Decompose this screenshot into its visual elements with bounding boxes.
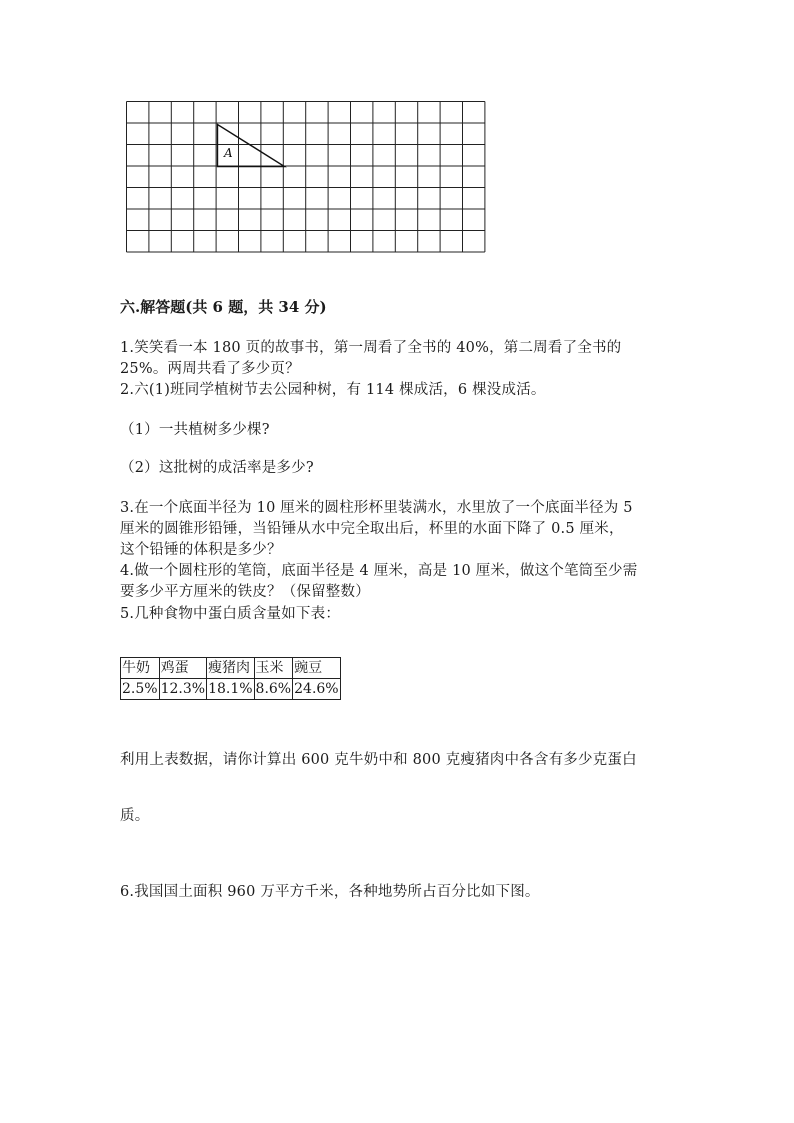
protein-table-value-row bbox=[121, 679, 341, 700]
table-value-cell: 12.3% bbox=[159, 679, 206, 700]
q4-line2: 要多少平方厘米的铁皮？（保留整数） bbox=[120, 584, 370, 600]
grid-figure bbox=[126, 101, 489, 254]
q3-line2: 厘米的圆锥形铅锤，当铅锤从水中完全取出后，杯里的水面下降了 0.5 厘米， bbox=[120, 521, 624, 537]
triangle-label: A bbox=[224, 146, 233, 160]
q2-line1: 2.六(1)班同学植树节去公园种树，有 114 棵成活，6 棵没成活。 bbox=[120, 382, 546, 398]
table-header-cell: 豌豆 bbox=[293, 658, 340, 679]
q2-sub2: （2）这批树的成活率是多少? bbox=[120, 460, 314, 476]
q5-line1: 5.几种食物中蛋白质含量如下表： bbox=[120, 606, 341, 622]
section-heading: 六.解答题(共 6 题，共 34 分) bbox=[120, 298, 327, 316]
table-value-cell: 18.1% bbox=[207, 679, 254, 700]
table-header-cell: 玉米 bbox=[254, 658, 293, 679]
q5-ask-line2: 质。 bbox=[120, 808, 150, 824]
table-value-cell: 8.6% bbox=[254, 679, 293, 700]
q3-line3: 这个铅锤的体积是多少？ bbox=[120, 542, 282, 558]
table-value-cell: 2.5% bbox=[121, 679, 160, 700]
q1-line1: 1.笑笑看一本 180 页的故事书，第一周看了全书的 40%，第二周看了全书的 bbox=[120, 340, 622, 356]
q1-line2: 25%。两周共看了多少页？ bbox=[120, 361, 300, 377]
q3-line1: 3.在一个底面半径为 10 厘米的圆柱形杯里装满水，水里放了一个底面半径为 5 bbox=[120, 500, 633, 516]
table-header-cell: 瘦猪肉 bbox=[207, 658, 254, 679]
table-header-cell: 鸡蛋 bbox=[159, 658, 206, 679]
q4-line1: 4.做一个圆柱形的笔筒，底面半径是 4 厘米，高是 10 厘米，做这个笔筒至少需 bbox=[120, 563, 638, 579]
grid-lines bbox=[127, 102, 485, 253]
table-header-cell: 牛奶 bbox=[121, 658, 160, 679]
protein-table bbox=[120, 657, 341, 700]
q5-ask-line1: 利用上表数据，请你计算出 600 克牛奶中和 800 克瘦猪肉中各含有多少克蛋白 bbox=[120, 752, 637, 768]
table-value-cell: 24.6% bbox=[293, 679, 340, 700]
protein-table-header-row bbox=[121, 658, 341, 679]
q2-sub1: （1）一共植树多少棵? bbox=[120, 422, 270, 438]
q6-line1: 6.我国国土面积 960 万平方千米，各种地势所占百分比如下图。 bbox=[120, 884, 540, 900]
